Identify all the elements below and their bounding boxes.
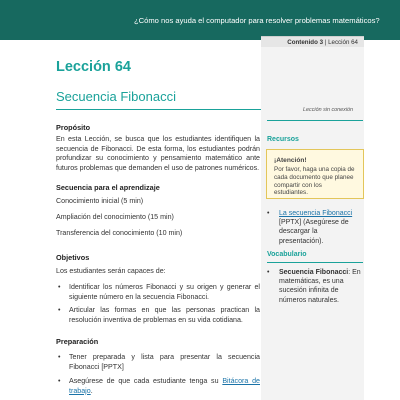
- vocab-term: Secuencia Fibonacci: [279, 269, 349, 276]
- bullet-icon: •: [267, 210, 270, 217]
- lesson-subtitle: Secuencia Fibonacci: [56, 89, 176, 104]
- attention-title: ¡Atención!: [274, 157, 307, 164]
- preparacion-heading: Preparación: [56, 337, 99, 346]
- secuencia-heading: Secuencia para el aprendizaje: [56, 183, 160, 192]
- vocab-divider: [267, 262, 363, 263]
- secuencia-item-1: Conocimiento inicial (5 min): [56, 197, 144, 205]
- offline-lesson-note: Lección sin conexión: [303, 107, 354, 113]
- lesson-number: Lección 64: [328, 38, 358, 46]
- content-number: Contenido 3: [287, 38, 324, 46]
- preparacion-item-1: • Tener preparada y lista para presentar la secuencia Fibonacci [PPTX]: [58, 353, 260, 371]
- objetivos-heading: Objetivos: [56, 253, 90, 262]
- bullet-icon: •: [58, 283, 61, 291]
- bullet-icon: •: [58, 377, 61, 385]
- proposito-heading: Propósito: [56, 123, 91, 132]
- top-banner: [0, 0, 400, 40]
- secuencia-item-3: Transferencia del conocimiento (10 min): [56, 229, 183, 237]
- vocab-definition: : En matemáticas, es una sucesión infinita de números naturales.: [279, 269, 361, 304]
- title-divider: [56, 109, 261, 110]
- vocabulario-heading: Vocabulario: [267, 251, 307, 258]
- bullet-icon: •: [267, 269, 270, 276]
- secuencia-item-2: Ampliación del conocimiento (15 min): [56, 213, 174, 221]
- objetivos-intro: Los estudiantes serán capaces de:: [56, 267, 166, 275]
- attention-box: [266, 149, 364, 199]
- bitacora-link[interactable]: Bitácora de trabajo: [69, 377, 260, 395]
- attention-text: Por favor, haga una copia de cada documento que planee compartir con los estudiantes.: [274, 166, 355, 197]
- course-title: ¿Cómo nos ayuda el computador para resolver problemas matemáticos?: [134, 16, 380, 25]
- objetivo-item-1: • Identificar los números Fibonacci y su origen y generar el siguiente número en la secuencia Fibonacci.: [58, 283, 260, 301]
- content-tag: Contenido 3 | Lección 64: [261, 36, 364, 47]
- proposito-text: En esta Lección, se busca que los estudiantes identifiquen la secuencia de Fibonacci. De esta forma, los estudiantes podrán profundizar su conocimiento y pensamiento matemático ante futuros problemas que demanden el uso de patrones numéricos.: [56, 135, 260, 172]
- lesson-title: Lección 64: [56, 59, 131, 75]
- preparacion-item-2: • Asegúrese de que cada estudiante tenga su Bitácora de trabajo.: [58, 377, 260, 395]
- bullet-icon: •: [58, 306, 61, 314]
- vocab-item: [267, 268, 363, 305]
- objetivo-item-2: • Articular las formas en que las personas practican la resolución inventiva de problemas en su vida cotidiana.: [58, 306, 260, 324]
- resource-item: • La secuencia Fibonacci [PPTX] (Asegúrese de descargar la presentación).: [267, 210, 353, 245]
- bullet-icon: •: [58, 353, 61, 361]
- fibonacci-resource-link[interactable]: La secuencia Fibonacci: [279, 210, 353, 217]
- recursos-heading: Recursos: [267, 136, 299, 143]
- sidebar-divider: [267, 120, 363, 121]
